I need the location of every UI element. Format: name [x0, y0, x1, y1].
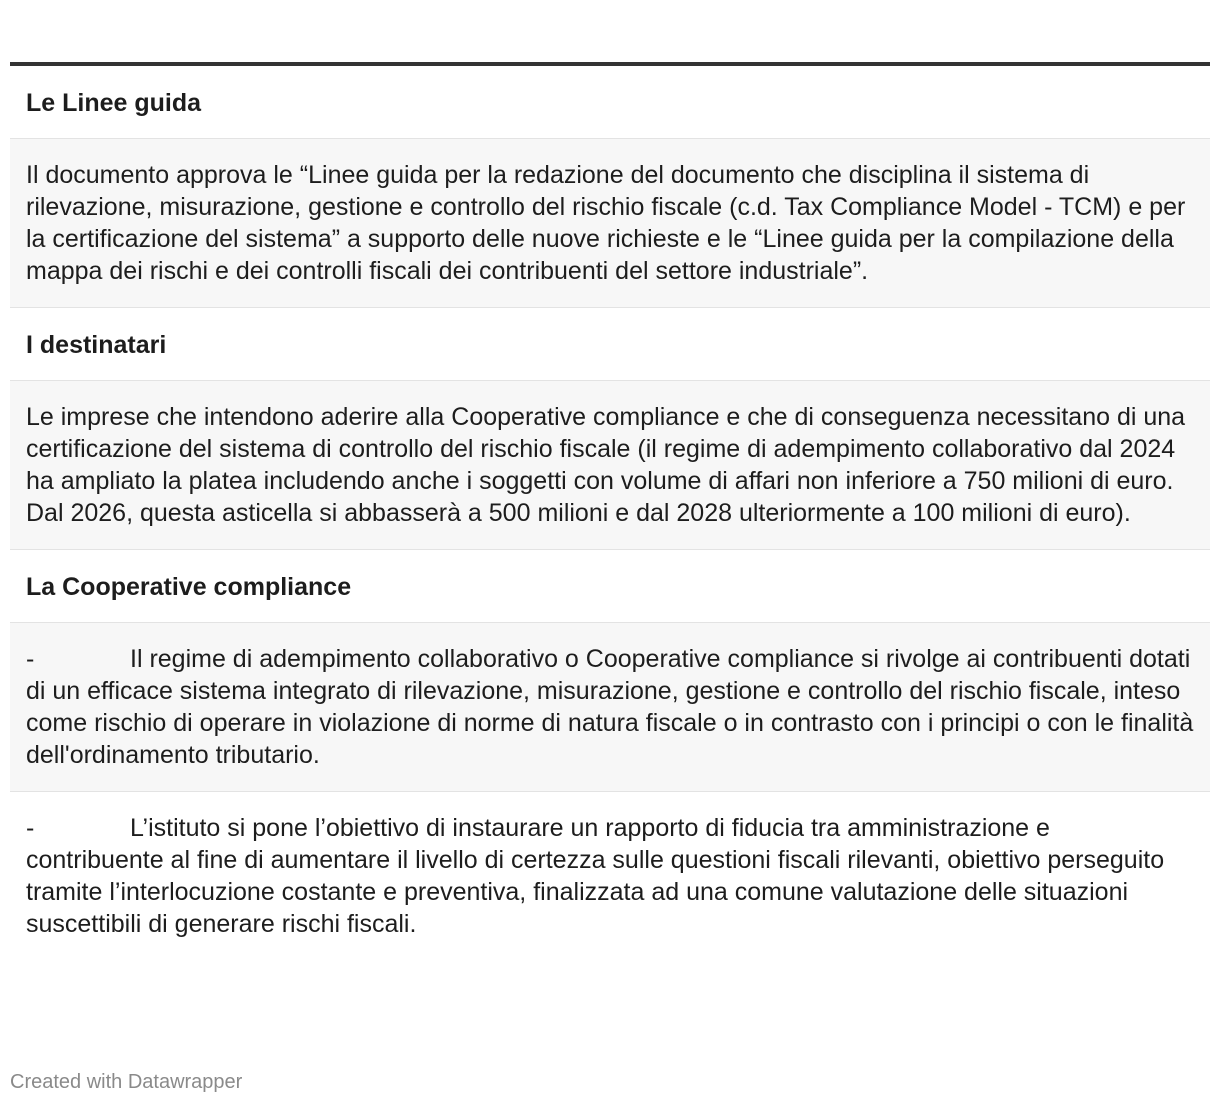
datawrapper-credit-link[interactable]: Created with Datawrapper [10, 1071, 243, 1093]
bullet-item-regime [10, 623, 1210, 792]
bullet-marker: - [26, 645, 35, 673]
bullet-text: L’istituto si pone l’obiettivo di instaurare un rapporto di fiducia tra amministrazione e contribuente al fine di aumentare il livello di certezza sulle questioni fiscali rilevanti, obiettivo perseguito tramite l’interlocuzione costante e preventiva, finalizzata ad una comune valutazione delle situazioni suscettibili di generare rischi fiscali. [26, 814, 1165, 938]
section-heading-destinatari: I destinatari [10, 308, 1210, 381]
bullet-text: Il regime di adempimento collaborativo o Cooperative compliance si rivolge ai contribuenti dotati di un efficace sistema integrato di rilevazione, misurazione, gestione e controllo del rischio fiscale, inteso come rischio di operare in violazione di norme di natura fiscale o in contrasto con i principi o con le finalità dell'ordinamento tributario. [26, 645, 1194, 769]
bullet-marker: - [26, 814, 35, 842]
info-table [10, 62, 1210, 960]
section-text-linee-guida: Il documento approva le “Linee guida per la redazione del documento che disciplina il sistema di rilevazione, misurazione, gestione e controllo del rischio fiscale (c.d. Tax Compliance Model - TCM) e per la certificazione del sistema” a supporto delle nuove richieste e le “Linee guida per la compilazione della mappa dei rischi e dei controlli fiscali dei contribuenti del settore industriale”. [10, 139, 1210, 308]
section-heading-linee-guida: Le Linee guida [10, 66, 1210, 139]
section-text-destinatari: Le imprese che intendono aderire alla Cooperative compliance e che di conseguenza necessitano di una certificazione del sistema di controllo del rischio fiscale (il regime di adempimento collaborativo dal 2024 ha ampliato la platea includendo anche i soggetti con volume di affari non inferiore a 750 milioni di euro. Dal 2026, questa asticella si abbasserà a 500 milioni e dal 2028 ulteriormente a 100 milioni di euro). [10, 381, 1210, 550]
section-heading-cooperative-compliance: La Cooperative compliance [10, 550, 1210, 623]
bullet-item-istituto [10, 792, 1210, 960]
